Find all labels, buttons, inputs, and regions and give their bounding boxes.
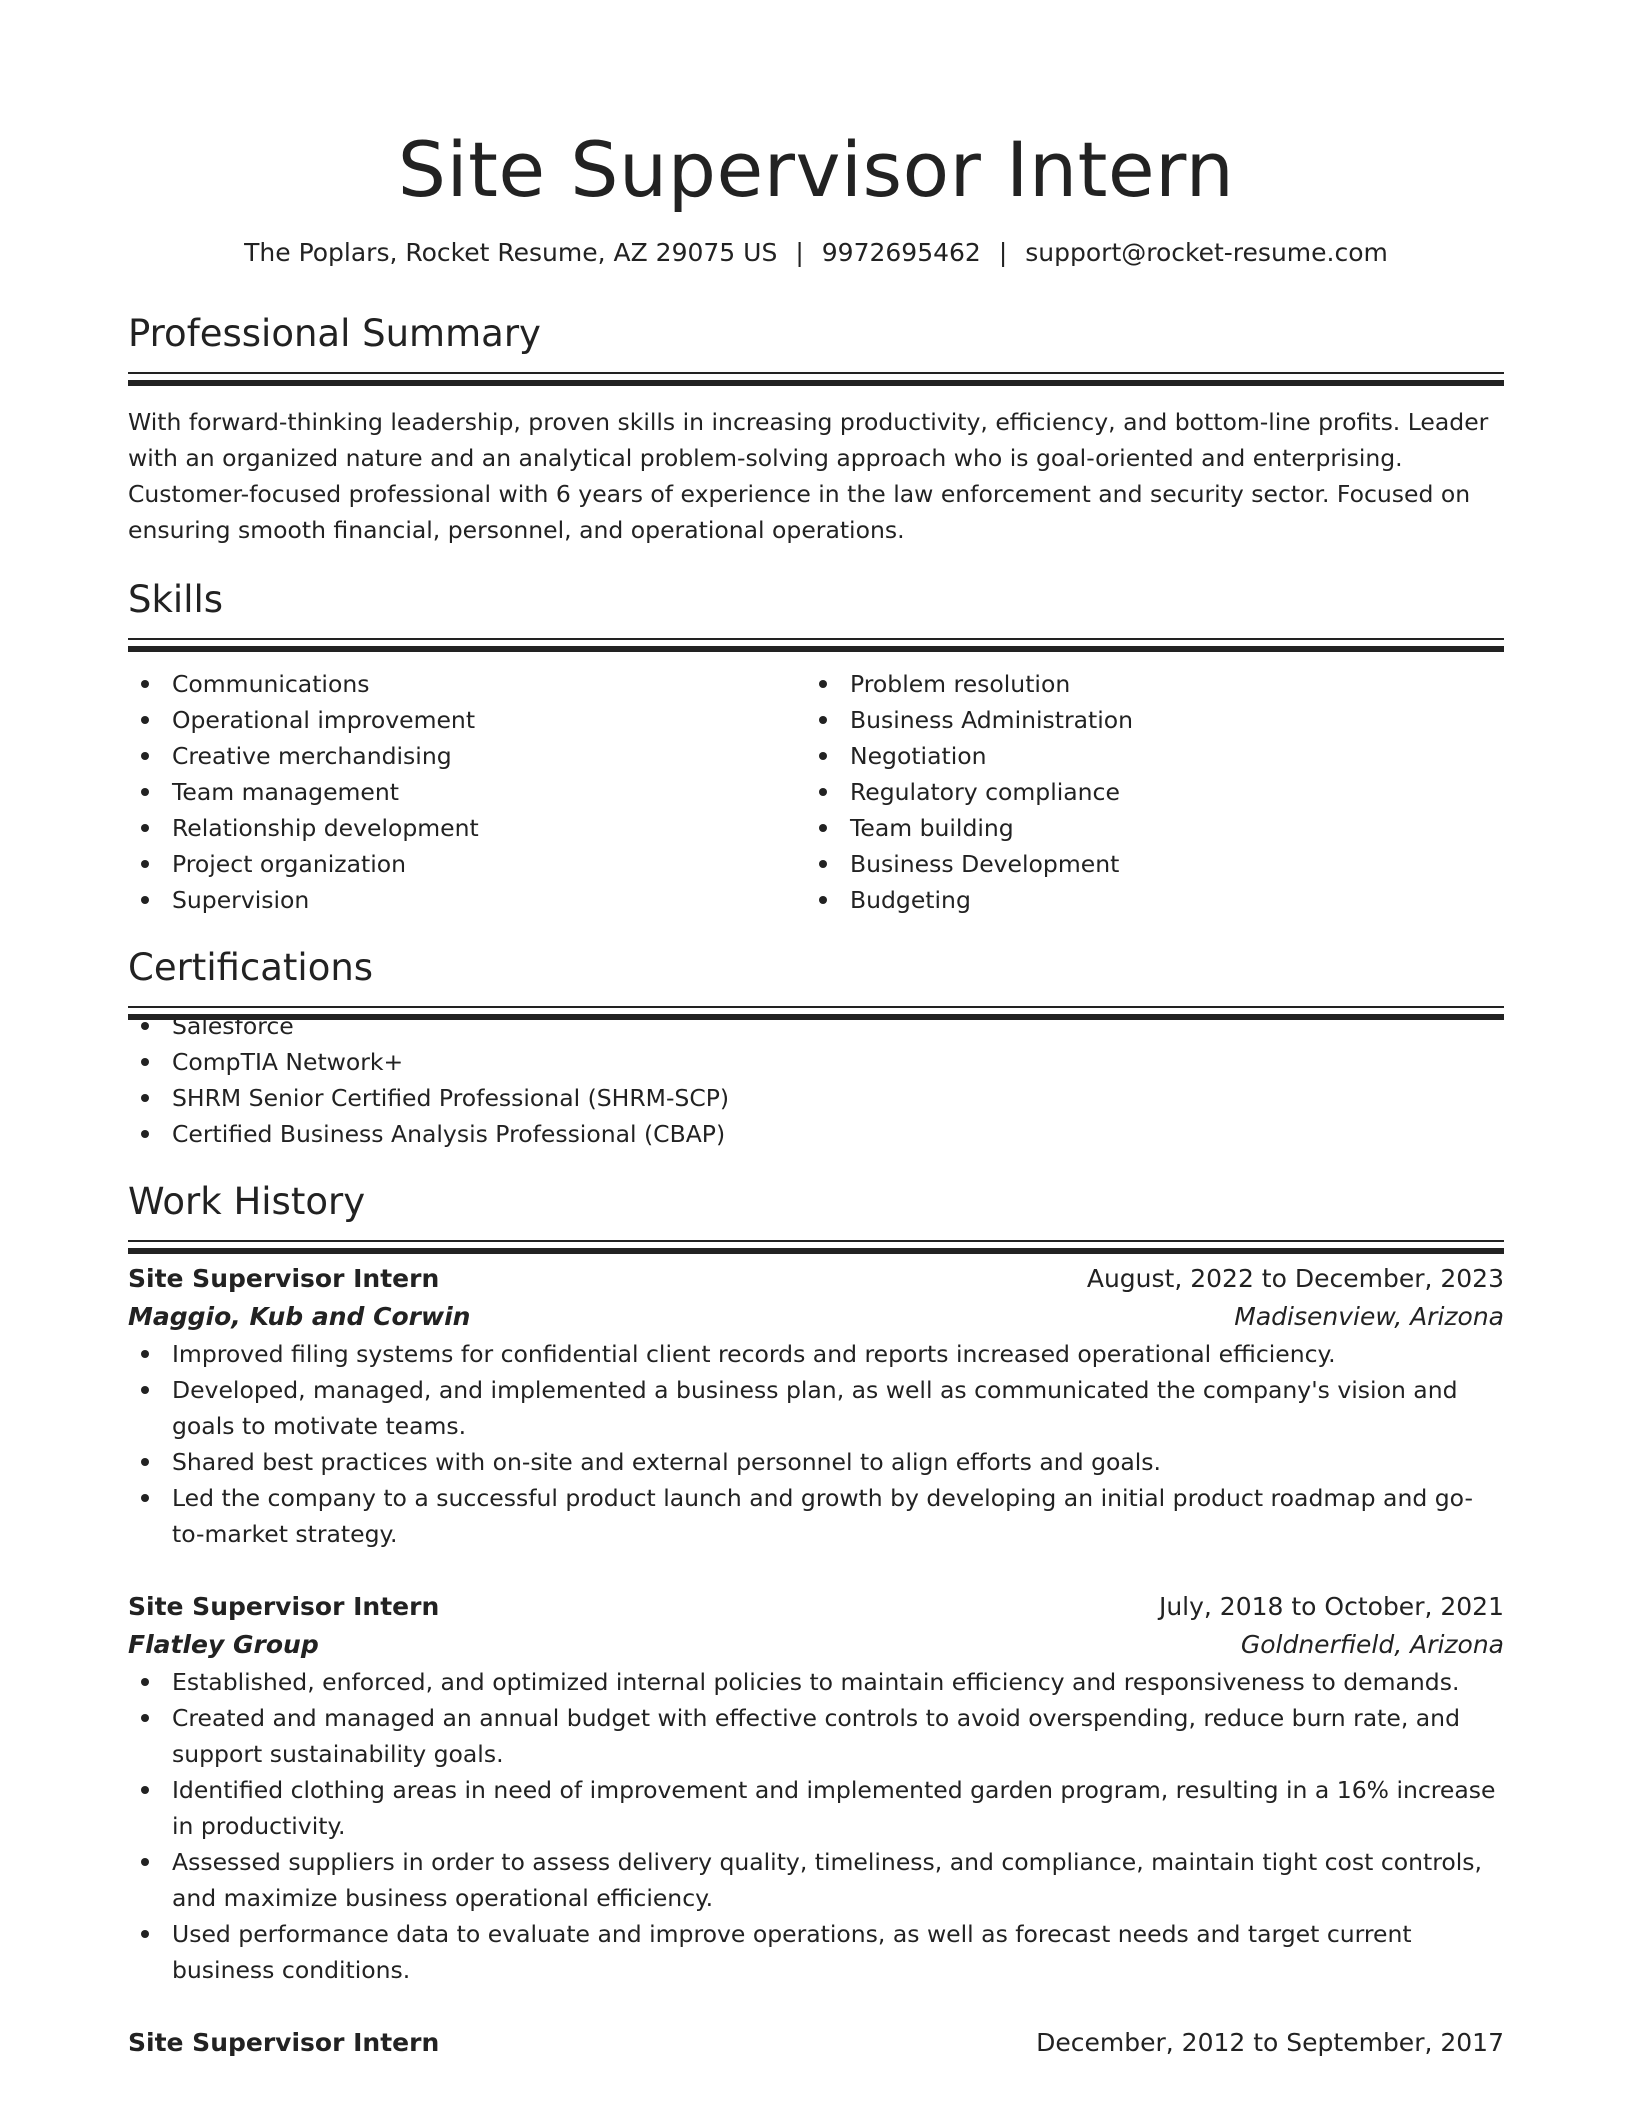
job-bullet: Established, enforced, and optimized internal policies to maintain efficiency and responsiveness to demands. — [128, 1664, 1504, 1700]
job-title: Site Supervisor Intern — [128, 1264, 440, 1293]
job-bullet: Led the company to a successful product launch and growth by developing an initial product roadmap and go-to-market strategy. — [128, 1480, 1504, 1552]
skills-column-left — [128, 666, 806, 918]
contact-email: support@rocket-resume.com — [1025, 238, 1388, 267]
skill-item: Team management — [128, 774, 806, 810]
job-entry — [128, 2024, 1504, 2062]
skills-grid — [128, 666, 1504, 918]
certification-item: CompTIA Network+ — [128, 1044, 1504, 1080]
contact-phone: 9972695462 — [821, 238, 981, 267]
section-divider — [128, 1240, 1504, 1242]
job-title: Site Supervisor Intern — [128, 1592, 440, 1621]
job-bullet: Developed, managed, and implemented a business plan, as well as communicated the company's vision and goals to motivate teams. — [128, 1372, 1504, 1444]
certifications-section — [128, 944, 1504, 1152]
skill-item: Problem resolution — [806, 666, 1484, 702]
skill-item: Regulatory compliance — [806, 774, 1484, 810]
skill-item: Business Development — [806, 846, 1484, 882]
resume-name: Site Supervisor Intern — [397, 125, 1235, 214]
certification-item: Certified Business Analysis Professional (CBAP) — [128, 1116, 1504, 1152]
job-location: Madisenview, Arizona — [1234, 1302, 1504, 1331]
certification-item: Salesforce — [128, 1008, 1504, 1044]
contact-separator: | — [998, 238, 1008, 267]
job-location: Goldnerfield, Arizona — [1240, 1630, 1504, 1659]
section-divider — [128, 638, 1504, 640]
work-history-section — [128, 1178, 1504, 2062]
job-dates: August, 2022 to December, 2023 — [1086, 1264, 1504, 1293]
resume-page — [128, 0, 1504, 2062]
contact-address: The Poplars, Rocket Resume, AZ 29075 US — [244, 238, 778, 267]
section-divider — [128, 372, 1504, 374]
skill-item: Operational improvement — [128, 702, 806, 738]
job-bullets — [128, 1336, 1504, 1552]
job-entry — [128, 1588, 1504, 1988]
job-dates: December, 2012 to September, 2017 — [1036, 2028, 1504, 2057]
section-title-work-history: Work History — [128, 1180, 366, 1223]
job-bullet: Shared best practices with on-site and external personnel to align efforts and goals. — [128, 1444, 1504, 1480]
section-title-skills: Skills — [128, 578, 224, 621]
skill-item: Creative merchandising — [128, 738, 806, 774]
skill-item: Project organization — [128, 846, 806, 882]
skill-item: Budgeting — [806, 882, 1484, 918]
section-title-summary: Professional Summary — [128, 312, 541, 355]
job-bullet: Improved filing systems for confidential client records and reports increased operational efficiency. — [128, 1336, 1504, 1372]
job-bullet: Used performance data to evaluate and improve operations, as well as forecast needs and target current business conditions. — [128, 1916, 1504, 1988]
skill-item: Communications — [128, 666, 806, 702]
skill-item: Supervision — [128, 882, 806, 918]
job-bullet: Identified clothing areas in need of improvement and implemented garden program, resulting in a 16% increase in productivity. — [128, 1772, 1504, 1844]
skill-item: Negotiation — [806, 738, 1484, 774]
contact-separator: | — [795, 238, 804, 267]
certification-item: SHRM Senior Certified Professional (SHRM-SCP) — [128, 1080, 1504, 1116]
job-company: Flatley Group — [128, 1630, 319, 1659]
job-entry — [128, 1260, 1504, 1552]
section-title-certifications: Certifications — [128, 946, 374, 989]
skills-section — [128, 576, 1504, 918]
job-bullet: Created and managed an annual budget with effective controls to avoid overspending, reduce burn rate, and support sustainability goals. — [128, 1700, 1504, 1772]
job-company: Maggio, Kub and Corwin — [128, 1302, 471, 1331]
skills-column-right — [806, 666, 1484, 918]
summary-section — [128, 310, 1504, 548]
skill-item: Team building — [806, 810, 1484, 846]
contact-line — [128, 236, 1504, 270]
skill-item: Relationship development — [128, 810, 806, 846]
job-bullet: Assessed suppliers in order to assess delivery quality, timeliness, and compliance, maintain tight cost controls, and maximize business operational efficiency. — [128, 1844, 1504, 1916]
summary-text: With forward-thinking leadership, proven skills in increasing productivity, efficiency, and bottom-line profits. Leader with an organized nature and an analytical problem-solving approach who is goal-oriented and enterprising. Customer-focused professional with 6 years of experience in the law enforcement and security sector. Focused on ensuring smooth financial, personnel, and operational operations. — [128, 408, 1489, 544]
skill-item: Business Administration — [806, 702, 1484, 738]
certifications-list — [128, 1008, 1504, 1152]
job-title: Site Supervisor Intern — [128, 2028, 440, 2057]
job-bullets — [128, 1664, 1504, 1988]
job-dates: July, 2018 to October, 2021 — [1158, 1592, 1504, 1621]
